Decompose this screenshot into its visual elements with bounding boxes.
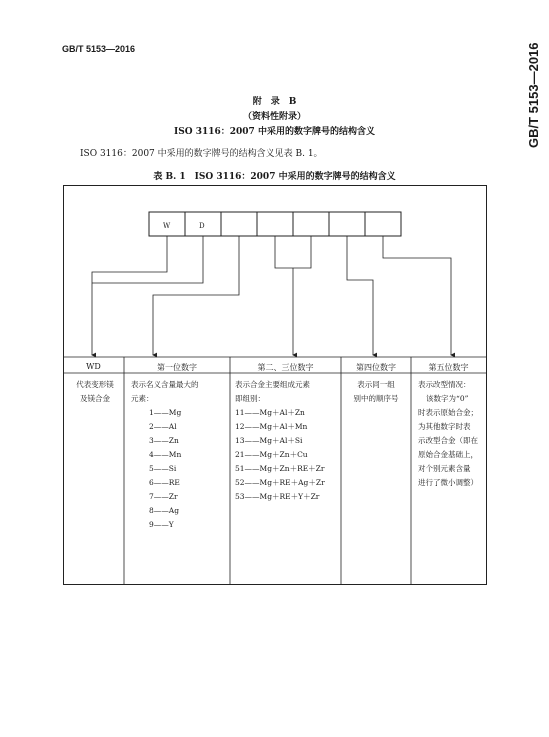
cell-line: 原始合金基础上， xyxy=(418,450,478,459)
col-header-fourth-digit: 第四位数字 xyxy=(356,363,396,372)
cell-line: 51——Mg＋Zn＋RE＋Zr xyxy=(235,464,325,473)
cell-line: 对个别元素含量 xyxy=(418,464,471,473)
cell-line: 表示合金主要组成元素 xyxy=(235,380,310,389)
cell-line: 元素： xyxy=(131,394,154,403)
col-header-fifth-digit: 第五位数字 xyxy=(428,363,469,372)
standard-code: GB/T 5153—2016 xyxy=(62,44,136,54)
cell-line: 52——Mg＋RE＋Ag＋Zr xyxy=(235,478,325,487)
cell-line: 7——Zr xyxy=(149,492,178,501)
digit-box-2 xyxy=(257,212,293,236)
digit-box-5 xyxy=(365,212,401,236)
cell-line: 表示名义含量最大的 xyxy=(131,380,199,389)
cell-line: 3——Zn xyxy=(149,436,179,445)
table-caption: 表 B. 1 ISO 3116：2007 中采用的数字牌号的结构含义 xyxy=(153,172,396,182)
cell-line: 表示同一组 xyxy=(357,380,395,389)
col-header-wd: WD xyxy=(86,362,101,371)
cell-line: 9——Y xyxy=(149,520,174,529)
box-label-d: D xyxy=(199,222,205,230)
cell-line: 别中的顺序号 xyxy=(353,394,399,403)
cell-line: 时表示原始合金； xyxy=(418,408,478,417)
cell-line: 为其他数字时表 xyxy=(418,422,471,431)
cell-line: 53——Mg＋RE＋Y＋Zr xyxy=(235,492,320,501)
side-standard-code: GB/T 5153—2016 xyxy=(526,42,541,148)
cell-line: 该数字为“0” xyxy=(426,394,469,403)
cell-line: 代表变形镁 xyxy=(76,380,114,389)
digit-box-1 xyxy=(221,212,257,236)
col-header-first-digit: 第一位数字 xyxy=(157,363,197,372)
cell-line: 13——Mg＋Al＋Si xyxy=(235,436,303,445)
digit-box-4 xyxy=(329,212,365,236)
col-body-fifth-digit xyxy=(418,378,486,490)
intro-text: ISO 3116：2007 中采用的数字牌号的结构含义见表 B. 1。 xyxy=(80,149,323,159)
appendix-label: 附 录 B xyxy=(252,97,297,107)
cell-line: 4——Mn xyxy=(149,450,182,459)
cell-line: 表示改型情况： xyxy=(418,380,471,389)
box-label-w: W xyxy=(163,222,171,230)
cell-line: 1——Mg xyxy=(149,408,182,417)
col-body-second-third-digits xyxy=(235,378,340,504)
cell-line: 12——Mg＋Al＋Mn xyxy=(235,422,308,431)
cell-line: 2——Al xyxy=(149,422,177,431)
col-body-first-digit xyxy=(131,378,229,532)
col-body-fourth-digit xyxy=(343,378,409,406)
cell-line: 6——RE xyxy=(149,478,180,487)
cell-line: 示改型合金（即在 xyxy=(418,436,478,445)
digit-box-3 xyxy=(293,212,329,236)
element-code-list xyxy=(131,406,229,532)
cell-line: 5——Si xyxy=(149,464,177,473)
cell-line: 11——Mg＋Al＋Zn xyxy=(235,408,305,417)
col-body-wd xyxy=(68,378,122,406)
cell-line: 及镁合金 xyxy=(80,394,110,403)
col-header-second-third-digits: 第二、三位数字 xyxy=(257,363,314,372)
appendix-title: ISO 3116：2007 中采用的数字牌号的结构含义 xyxy=(174,127,375,137)
cell-line: 8——Ag xyxy=(149,506,179,515)
cell-line: 即组别： xyxy=(235,394,265,403)
cell-line: 21——Mg＋Zn＋Cu xyxy=(235,450,308,459)
appendix-nature: （资料性附录） xyxy=(242,112,306,122)
cell-line: 进行了微小调整） xyxy=(418,478,478,487)
